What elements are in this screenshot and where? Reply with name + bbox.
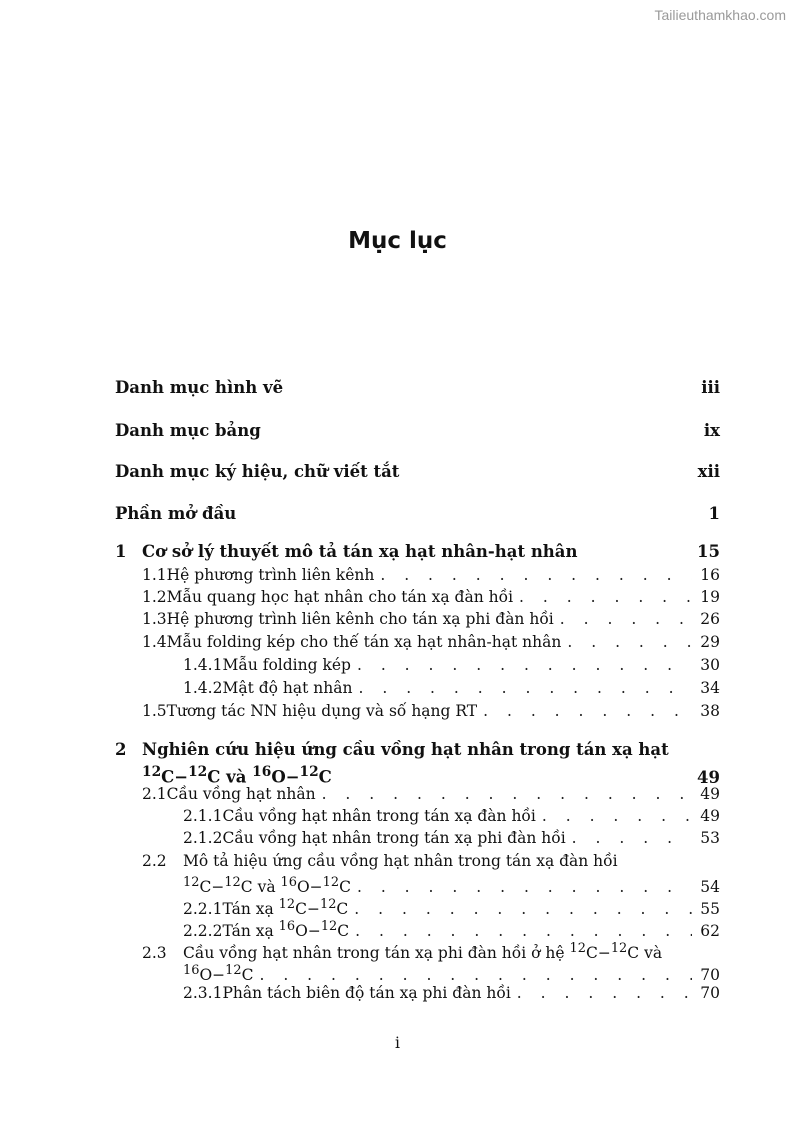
toc-section-1-5[interactable]: 1.5 Tương tác NN hiệu dụng và số hạng RT . . . 38 bbox=[142, 700, 720, 722]
toc-chapter-2[interactable]: 2 Nghiên cứu hiệu ứng cầu vồng hạt nhân trong tán xạ hạt bbox=[115, 740, 669, 759]
toc-section-1-4[interactable]: 1.4 Mẫu folding kép cho thế tán xạ hạt nhân-hạt nhân . . . 29 bbox=[142, 631, 720, 653]
toc-subsection-2-1-1[interactable]: 2.1.1 Cầu vồng hạt nhân trong tán xạ đàn hồi . . . 49 bbox=[183, 805, 720, 827]
toc-section-2-3[interactable]: 2.3 Cầu vồng hạt nhân trong tán xạ phi đàn hồi ở hệ $^{12}$C−$^{12}$C và bbox=[142, 941, 663, 963]
toc-chapter-1[interactable]: 1 Cơ sở lý thuyết mô tả tán xạ hạt nhân-hạt nhân 15 bbox=[115, 542, 720, 561]
toc-subsection-2-2-2[interactable]: 2.2.2 Tán xạ $^{16}$O−$^{12}$C . . . 62 bbox=[183, 916, 720, 942]
toc-subsection-1-4-1[interactable]: 1.4.1 Mẫu folding kép . . . 30 bbox=[183, 654, 720, 676]
toc-subsection-2-3-1[interactable]: 2.3.1 Phân tách biên độ tán xạ phi đàn hồi . . . 70 bbox=[183, 982, 720, 1004]
toc-entry-symbols[interactable]: Danh mục ký hiệu, chữ viết tắt xii bbox=[115, 462, 720, 481]
toc-subsection-2-2-1[interactable]: 2.2.1 Tán xạ $^{12}$C−$^{12}$C . . . 55 bbox=[183, 894, 720, 920]
toc-section-2-2-continuation: $^{12}$C−$^{12}$C và $^{16}$O−$^{12}$C . . . 54 bbox=[183, 872, 720, 898]
watermark: Tailieuthamkhao.com bbox=[654, 7, 786, 23]
toc-section-1-3[interactable]: 1.3 Hệ phương trình liên kênh cho tán xạ phi đàn hồi . . . 26 bbox=[142, 608, 720, 630]
toc-entry-tables[interactable]: Danh mục bảng ix bbox=[115, 421, 720, 440]
toc-entry-introduction[interactable]: Phần mở đầu 1 bbox=[115, 504, 720, 523]
page-title: Mục lục bbox=[348, 228, 447, 254]
toc-section-1-1[interactable]: 1.1 Hệ phương trình liên kênh . . . 16 bbox=[142, 564, 720, 586]
toc-subsection-2-1-2[interactable]: 2.1.2 Cầu vồng hạt nhân trong tán xạ phi đàn hồi . . . 53 bbox=[183, 827, 720, 849]
toc-section-1-2[interactable]: 1.2 Mẫu quang học hạt nhân cho tán xạ đàn hồi . . . 19 bbox=[142, 586, 720, 608]
toc-entry-figures[interactable]: Danh mục hình vẽ iii bbox=[115, 378, 720, 397]
toc-section-2-1[interactable]: 2.1 Cầu vồng hạt nhân . . . 49 bbox=[142, 783, 720, 805]
toc-chapter-2-continuation: $^{12}$C−$^{12}$C và $^{16}$O−$^{12}$C 49 bbox=[142, 764, 720, 787]
toc-subsection-1-4-2[interactable]: 1.4.2 Mật độ hạt nhân . . . 34 bbox=[183, 677, 720, 699]
toc-section-2-3-continuation: $^{16}$O−$^{12}$C . . . 70 bbox=[183, 960, 720, 986]
page-number: i bbox=[395, 1034, 400, 1052]
toc-section-2-2[interactable]: 2.2 Mô tả hiệu ứng cầu vồng hạt nhân trong tán xạ đàn hồi bbox=[142, 852, 618, 870]
